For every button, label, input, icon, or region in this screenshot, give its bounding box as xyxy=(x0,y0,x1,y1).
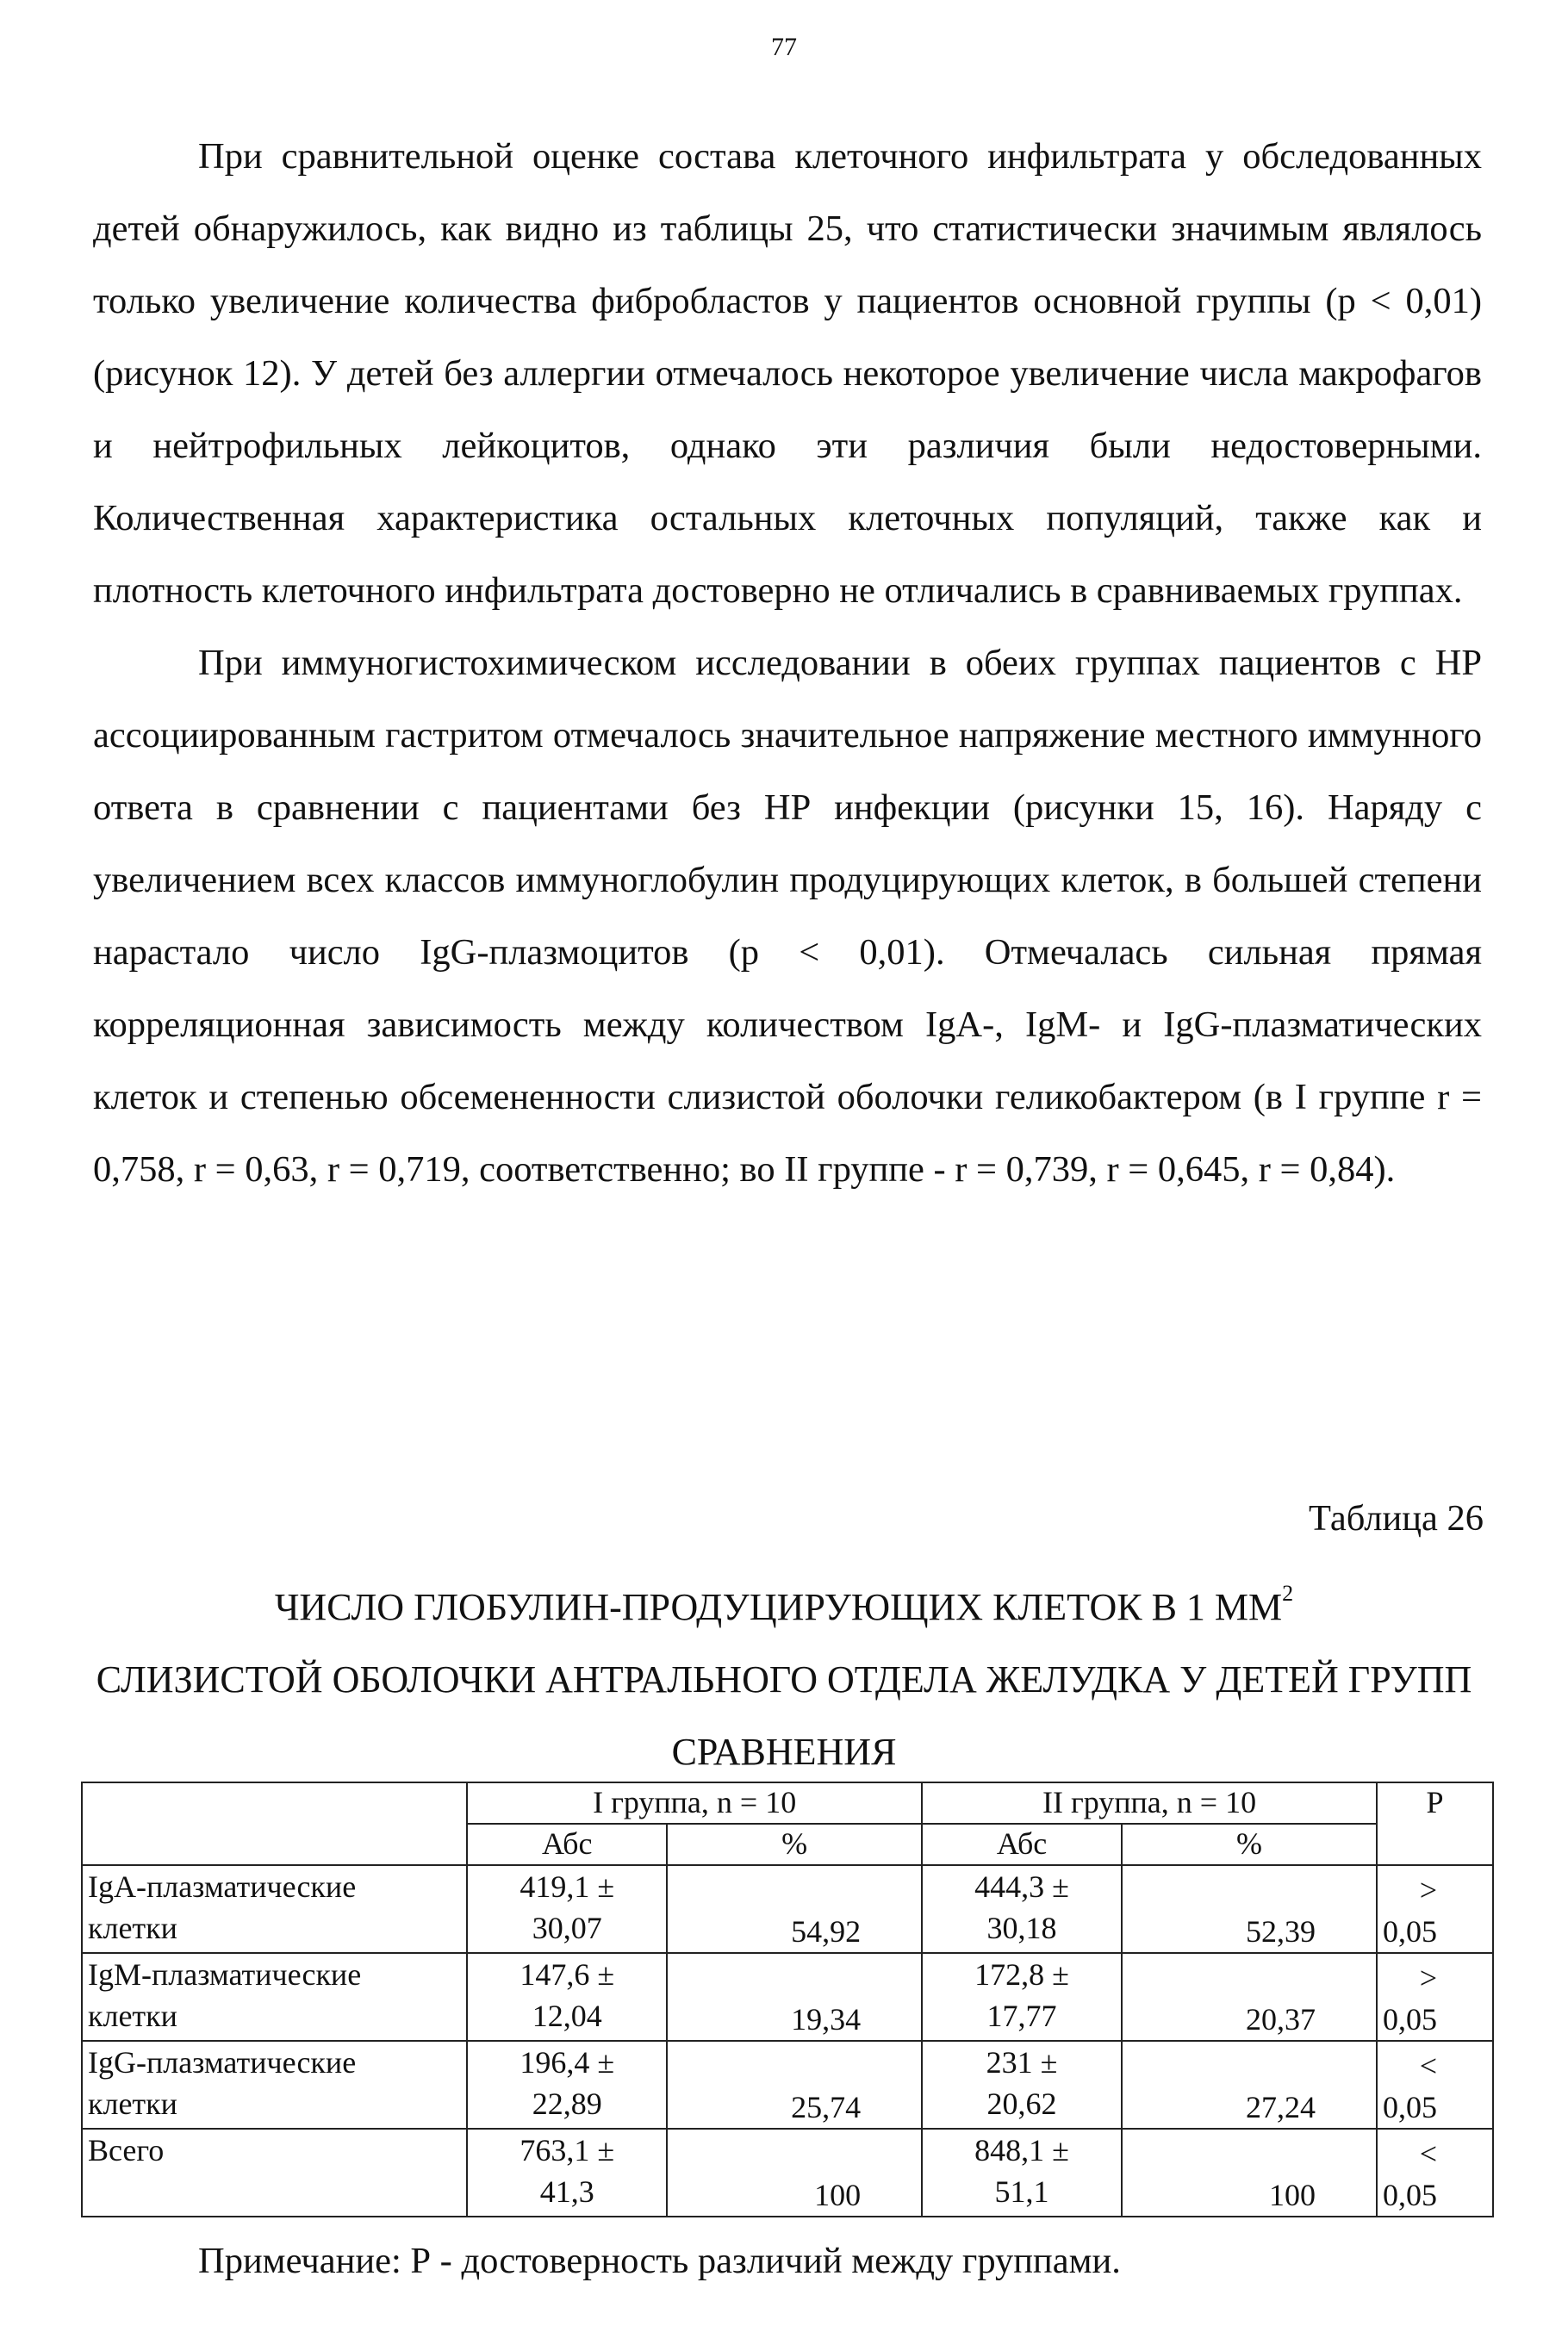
g1-abs-cell xyxy=(467,1953,667,2041)
row-label-line-1: IgA-плазматические xyxy=(88,1869,357,1904)
p-cell: < 0,05 xyxy=(1377,2041,1493,2129)
g2-abs-cell xyxy=(922,1953,1122,2041)
row-label-line-2: клетки xyxy=(88,2087,177,2121)
g2-abs-error: 20,62 xyxy=(986,2087,1057,2121)
g2-abs-mean: 848,1 ± xyxy=(974,2133,1069,2167)
paragraph-2: При иммуногистохимическом исследовании в обеих группах пациентов с НР ассоциированным гастритом отмечалось значительное напряжение местного иммунного ответа в сравнении с пациентами без НР инфекции (рисунки 15, 16). Наряду с увеличением всех классов иммуноглобулин продуцирующих клеток, в большей степени нарастало число IgG-плазмоцитов (р < 0,01). Отмечалась сильная прямая корреляционная зависимость между количеством IgA-, IgM- и IgG-плазматических клеток и степенью обсемененности слизистой оболочки геликобактером (в I группе r = 0,758, r = 0,63, r = 0,719, соответственно; во II группе - r = 0,739, r = 0,645, r = 0,84). xyxy=(93,643,1482,1190)
g1-abs-error: 41,3 xyxy=(539,2174,594,2209)
header-g2-pct: % xyxy=(1122,1824,1377,1865)
g1-abs-mean: 419,1 ± xyxy=(520,1869,615,1904)
g1-pct-cell: 19,34 xyxy=(667,1953,922,2041)
p-cell: > 0,05 xyxy=(1377,1953,1493,2041)
row-label xyxy=(82,2041,467,2129)
g2-pct-cell: 27,24 xyxy=(1122,2041,1377,2129)
g2-abs-error: 51,1 xyxy=(994,2174,1049,2209)
g2-abs-error: 30,18 xyxy=(986,1911,1057,1945)
header-group-2: II группа, n = 10 xyxy=(922,1782,1377,1824)
table-title-rest: СЛИЗИСТОЙ ОБОЛОЧКИ АНТРАЛЬНОГО ОТДЕЛА ЖЕЛУДКА У ДЕТЕЙ ГРУПП СРАВНЕНИЯ xyxy=(96,1658,1472,1773)
table-title xyxy=(52,1558,1516,1788)
g1-abs-mean: 147,6 ± xyxy=(520,1957,615,1992)
table-note: Примечание: Р - достоверность различий между группами. xyxy=(198,2241,1121,2281)
row-label-line-2: клетки xyxy=(88,1999,177,2033)
row-label-line-1: Всего xyxy=(88,2133,165,2167)
g2-abs-mean: 172,8 ± xyxy=(974,1957,1069,1992)
g1-abs-cell xyxy=(467,1865,667,1953)
g1-abs-cell xyxy=(467,2041,667,2129)
p-cell: < 0,05 xyxy=(1377,2129,1493,2217)
p-cell: > 0,05 xyxy=(1377,1865,1493,1953)
table-title-superscript: 2 xyxy=(1282,1581,1294,1606)
row-label-line-1: IgM-плазматические xyxy=(88,1957,362,1992)
g2-abs-cell xyxy=(922,2041,1122,2129)
g2-abs-error: 17,77 xyxy=(986,1999,1057,2033)
page-number: 77 xyxy=(771,33,797,61)
table-header-row-1 xyxy=(82,1782,1493,1824)
g2-abs-cell xyxy=(922,2129,1122,2217)
paragraph-1: При сравнительной оценке состава клеточного инфильтрата у обследованных детей обнаружилось, как видно из таблицы 25, что статистически значимым являлось только увеличение количества фибробластов у пациентов основной группы (р < 0,01) (рисунок 12). У детей без аллергии отмечалось некоторое увеличение числа макрофагов и нейтрофильных лейкоцитов, однако эти различия были недостоверными. Количественная характеристика остальных клеточных популяций, также как и плотность клеточного инфильтрата достоверно не отличались в сравниваемых группах. xyxy=(93,136,1482,611)
g2-pct-cell: 52,39 xyxy=(1122,1865,1377,1953)
g1-abs-error: 22,89 xyxy=(532,2087,602,2121)
header-group-1: I группа, n = 10 xyxy=(467,1782,922,1824)
table-row xyxy=(82,1865,1493,1953)
header-g1-abs: Абс xyxy=(467,1824,667,1865)
header-g2-abs: Абс xyxy=(922,1824,1122,1865)
row-label-line-2: клетки xyxy=(88,1911,177,1945)
g1-abs-error: 12,04 xyxy=(532,1999,602,2033)
g2-abs-mean: 444,3 ± xyxy=(974,1869,1069,1904)
g1-pct-cell: 25,74 xyxy=(667,2041,922,2129)
row-label-line-1: IgG-плазматические xyxy=(88,2045,357,2080)
g1-abs-mean: 763,1 ± xyxy=(520,2133,615,2167)
g2-pct-cell: 20,37 xyxy=(1122,1953,1377,2041)
header-p: Р xyxy=(1377,1782,1493,1865)
g1-abs-mean: 196,4 ± xyxy=(520,2045,615,2080)
g1-pct-cell: 100 xyxy=(667,2129,922,2217)
table-row xyxy=(82,1953,1493,2041)
body-text xyxy=(93,121,1482,1206)
header-g1-pct: % xyxy=(667,1824,922,1865)
g1-abs-error: 30,07 xyxy=(532,1911,602,1945)
row-label xyxy=(82,1953,467,2041)
header-empty-cell xyxy=(82,1782,467,1865)
table-row xyxy=(82,2129,1493,2217)
g2-abs-cell xyxy=(922,1865,1122,1953)
row-label xyxy=(82,1865,467,1953)
table-label: Таблица 26 xyxy=(1308,1498,1484,1539)
table-title-main: ЧИСЛО ГЛОБУЛИН-ПРОДУЦИРУЮЩИХ КЛЕТОК В 1 ММ xyxy=(274,1586,1283,1628)
row-label xyxy=(82,2129,467,2217)
table-row xyxy=(82,2041,1493,2129)
data-table xyxy=(81,1782,1494,2217)
g1-abs-cell xyxy=(467,2129,667,2217)
g2-abs-mean: 231 ± xyxy=(986,2045,1058,2080)
g1-pct-cell: 54,92 xyxy=(667,1865,922,1953)
g2-pct-cell: 100 xyxy=(1122,2129,1377,2217)
